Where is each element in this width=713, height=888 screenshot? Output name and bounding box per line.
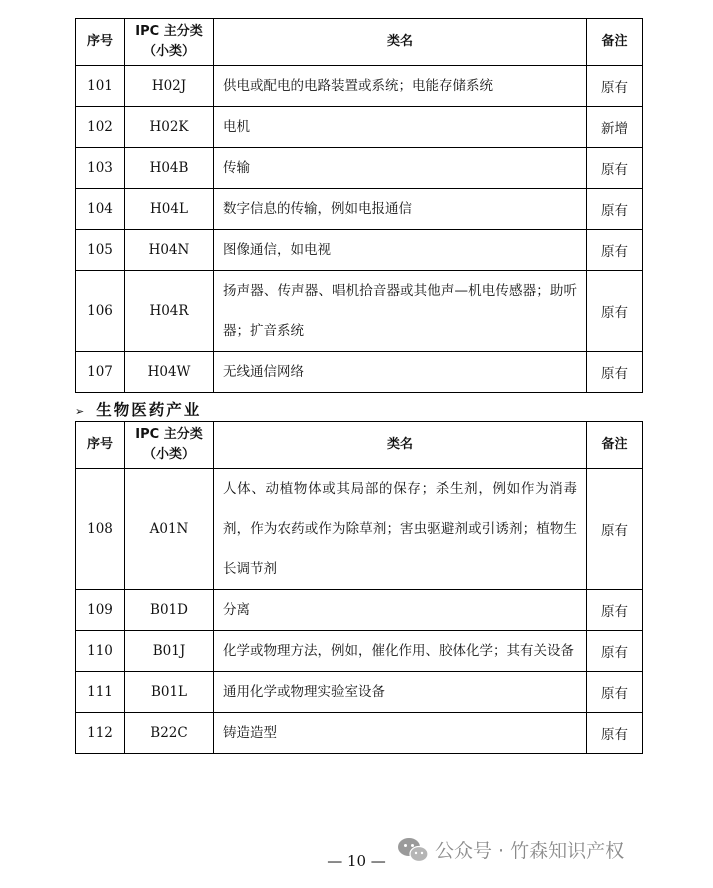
table-header-row — [76, 19, 643, 66]
row-note: 原有 — [587, 66, 643, 107]
table-row — [76, 107, 643, 148]
table-row — [76, 590, 643, 631]
header-note: 备注 — [587, 422, 643, 469]
table-row — [76, 66, 643, 107]
table-row — [76, 189, 643, 230]
ipc-table-1 — [75, 18, 643, 393]
bullet-arrow-icon: ➢ — [75, 405, 85, 418]
row-seq: 108 — [76, 469, 125, 590]
table-body — [76, 66, 643, 393]
section-heading — [75, 398, 201, 420]
table-row — [76, 672, 643, 713]
page-number: — 10 — — [327, 852, 386, 870]
row-seq: 102 — [76, 107, 125, 148]
row-ipc-code: B01J — [125, 631, 214, 672]
header-ipc-line1: IPC 主分类 — [135, 427, 203, 442]
row-ipc-code: H04N — [125, 230, 214, 271]
row-seq: 103 — [76, 148, 125, 189]
row-note: 原有 — [587, 189, 643, 230]
row-note: 新增 — [587, 107, 643, 148]
table-row — [76, 631, 643, 672]
row-class-name: 传输 — [214, 148, 587, 189]
row-class-name: 化学或物理方法，例如，催化作用、胶体化学；其有关设备 — [214, 631, 587, 672]
table-row — [76, 352, 643, 393]
row-class-name: 扬声器、传声器、唱机拾音器或其他声—机电传感器；助听器；扩音系统 — [214, 271, 587, 352]
row-note: 原有 — [587, 713, 643, 754]
row-class-name: 无线通信网络 — [214, 352, 587, 393]
row-ipc-code: A01N — [125, 469, 214, 590]
row-class-name: 供电或配电的电路装置或系统；电能存储系统 — [214, 66, 587, 107]
row-ipc-code: H04R — [125, 271, 214, 352]
table-header-row — [76, 422, 643, 469]
table-row — [76, 713, 643, 754]
table-row — [76, 271, 643, 352]
header-ipc — [125, 19, 214, 66]
row-class-name: 通用化学或物理实验室设备 — [214, 672, 587, 713]
row-class-name: 数字信息的传输，例如电报通信 — [214, 189, 587, 230]
row-ipc-code: H02J — [125, 66, 214, 107]
row-seq: 104 — [76, 189, 125, 230]
row-note: 原有 — [587, 230, 643, 271]
row-class-name: 分离 — [214, 590, 587, 631]
row-note: 原有 — [587, 590, 643, 631]
header-seq: 序号 — [76, 422, 125, 469]
row-note: 原有 — [587, 271, 643, 352]
row-note: 原有 — [587, 631, 643, 672]
header-ipc-line2: （小类） — [142, 447, 195, 462]
row-ipc-code: H02K — [125, 107, 214, 148]
table-row — [76, 469, 643, 590]
watermark-text: 公众号 · 竹森知识产权 — [435, 840, 625, 862]
row-ipc-code: H04B — [125, 148, 214, 189]
row-ipc-code: B01D — [125, 590, 214, 631]
header-ipc — [125, 422, 214, 469]
row-seq: 106 — [76, 271, 125, 352]
row-ipc-code: H04W — [125, 352, 214, 393]
ipc-table-2 — [75, 421, 643, 754]
row-class-name: 图像通信，如电视 — [214, 230, 587, 271]
header-ipc-line2: （小类） — [142, 44, 195, 59]
header-seq: 序号 — [76, 19, 125, 66]
header-ipc-line1: IPC 主分类 — [135, 24, 203, 39]
row-seq: 112 — [76, 713, 125, 754]
table-row — [76, 148, 643, 189]
section-title: 生物医药产业 — [96, 401, 202, 419]
row-ipc-code: B01L — [125, 672, 214, 713]
row-seq: 101 — [76, 66, 125, 107]
row-note: 原有 — [587, 352, 643, 393]
row-seq: 107 — [76, 352, 125, 393]
row-class-name: 电机 — [214, 107, 587, 148]
row-ipc-code: B22C — [125, 713, 214, 754]
table-row — [76, 230, 643, 271]
row-seq: 111 — [76, 672, 125, 713]
row-seq: 110 — [76, 631, 125, 672]
row-class-name: 铸造造型 — [214, 713, 587, 754]
row-note: 原有 — [587, 672, 643, 713]
row-ipc-code: H04L — [125, 189, 214, 230]
table-body — [76, 469, 643, 754]
row-seq: 105 — [76, 230, 125, 271]
row-seq: 109 — [76, 590, 125, 631]
header-name: 类名 — [214, 422, 587, 469]
header-note: 备注 — [587, 19, 643, 66]
row-note: 原有 — [587, 148, 643, 189]
header-name: 类名 — [214, 19, 587, 66]
row-class-name: 人体、动植物体或其局部的保存；杀生剂，例如作为消毒剂，作为农药或作为除草剂；害虫驱避剂或引诱剂；植物生长调节剂 — [214, 469, 587, 590]
row-note: 原有 — [587, 469, 643, 590]
